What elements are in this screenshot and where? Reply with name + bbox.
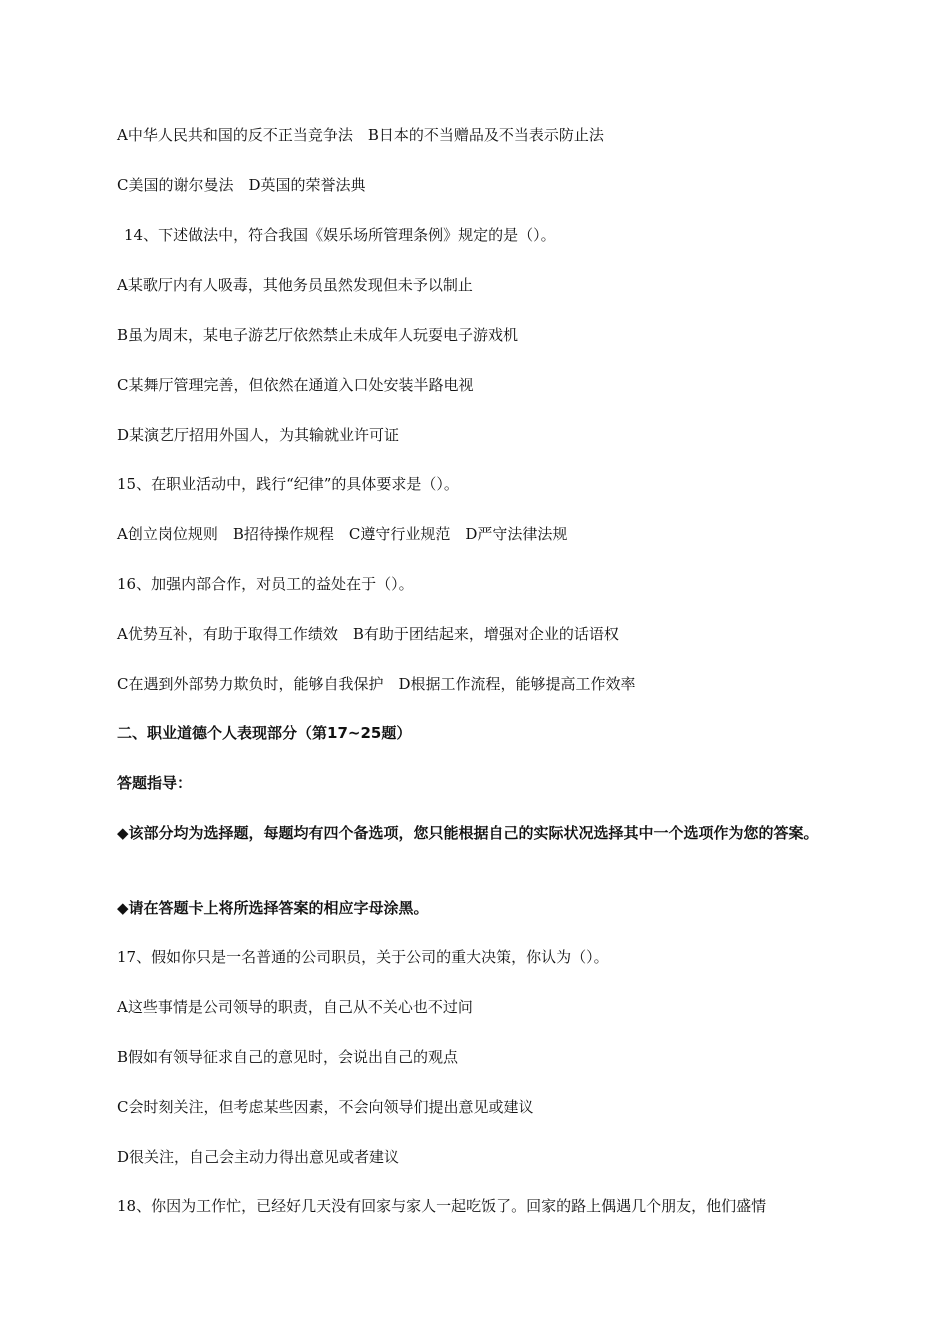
question-17: 17、假如你只是一名普通的公司职员，关于公司的重大决策，你认为（）。 [117, 948, 609, 966]
question-16: 16、加强内部合作，对员工的益处在于（）。 [117, 575, 414, 593]
option-line-13ab: A中华人民共和国的反不正当竞争法 B日本的不当赠品及不当表示防止法 [117, 126, 604, 144]
option-14d: D某演艺厅招用外国人，为其输就业许可证 [117, 426, 400, 444]
option-line-13cd: C美国的谢尔曼法 D英国的荣誉法典 [117, 176, 366, 194]
question-14: 14、下述做法中，符合我国《娱乐场所管理条例》规定的是（）。 [124, 226, 556, 244]
instruction-item-2: ◆请在答题卡上将所选择答案的相应字母涂黑。 [117, 899, 429, 917]
option-17a: A这些事情是公司领导的职责，自己从不关心也不过问 [117, 998, 473, 1016]
instruction-item-1: ◆该部分均为选择题，每题均有四个备选项，您只能根据自己的实际状况选择其中一个选项作为您的答案。 [117, 824, 819, 842]
option-17b: B假如有领导征求自己的意见时，会说出自己的观点 [117, 1048, 459, 1066]
question-18: 18、你因为工作忙，已经好几天没有回家与家人一起吃饭了。回家的路上偶遇几个朋友，他们盛情 [117, 1197, 767, 1215]
instructions-heading: 答题指导： [117, 774, 193, 792]
option-17c: C会时刻关注，但考虑某些因素，不会向领导们提出意见或建议 [117, 1098, 534, 1116]
options-16cd: C在遇到外部势力欺负时，能够自我保护 D根据工作流程，能够提高工作效率 [117, 675, 636, 693]
option-17d: D很关注，自己会主动力得出意见或者建议 [117, 1148, 400, 1166]
options-15: A创立岗位规则 B招待操作规程 C遵守行业规范 D严守法律法规 [117, 525, 568, 543]
section-heading: 二、职业道德个人表现部分（第17~25题） [117, 724, 412, 742]
option-14a: A某歌厅内有人吸毒，其他务员虽然发现但未予以制止 [117, 276, 473, 294]
question-15: 15、在职业活动中，践行“纪律”的具体要求是（）。 [117, 475, 459, 493]
option-14b: B虽为周末，某电子游艺厅依然禁止未成年人玩耍电子游戏机 [117, 326, 519, 344]
option-14c: C某舞厅管理完善，但依然在通道入口处安装半路电视 [117, 376, 474, 394]
options-16ab: A优势互补，有助于取得工作绩效 B有助于团结起来，增强对企业的话语权 [117, 625, 619, 643]
